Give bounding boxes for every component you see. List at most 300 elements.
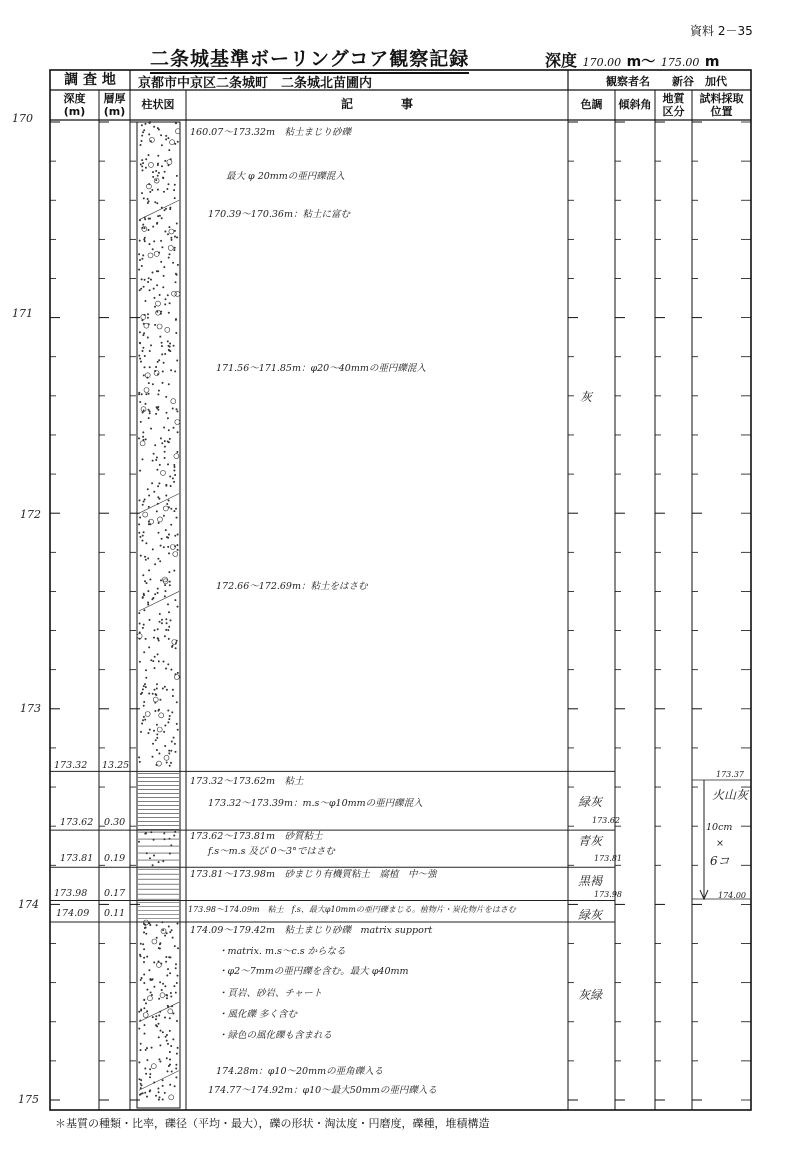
description-entry: 173.32〜173.39m：m.s〜φ10mmの亜円礫混入 xyxy=(208,798,423,809)
gravel-mark xyxy=(169,753,170,754)
gravel-mark xyxy=(169,149,170,150)
gravel-mark xyxy=(173,481,174,482)
depth-tick-label: 175 xyxy=(18,1093,39,1106)
gravel-mark xyxy=(174,249,175,250)
gravel-mark xyxy=(148,417,149,418)
gravel-mark xyxy=(170,1084,171,1085)
fracture-line xyxy=(139,200,179,220)
gravel-mark xyxy=(141,1093,142,1094)
gravel-mark xyxy=(153,839,154,840)
gravel-mark xyxy=(173,1039,174,1040)
gravel-mark xyxy=(158,998,159,999)
gravel-mark xyxy=(161,342,162,343)
sample-header: 試料採取 位置 xyxy=(699,92,744,118)
gravel-mark xyxy=(156,459,157,460)
gravel-mark xyxy=(143,439,144,440)
gravel-mark xyxy=(141,140,142,141)
core-column-pattern xyxy=(137,121,180,1100)
sample-count: 6コ xyxy=(710,854,730,868)
gravel-mark xyxy=(167,1071,168,1072)
gravel-mark xyxy=(166,1040,167,1041)
gravel-mark xyxy=(138,757,139,758)
gravel-mark xyxy=(169,957,170,958)
gravel-mark xyxy=(176,517,177,518)
gravel-mark xyxy=(157,727,162,732)
gravel-mark xyxy=(170,207,171,208)
gravel-mark xyxy=(177,264,178,265)
gravel-mark xyxy=(159,360,160,361)
gravel-mark xyxy=(157,215,158,216)
gravel-mark xyxy=(169,1095,174,1100)
gravel-mark xyxy=(160,1030,161,1031)
gravel-mark xyxy=(164,1017,165,1018)
gravel-mark xyxy=(156,925,157,926)
gravel-mark xyxy=(144,701,145,702)
gravel-mark xyxy=(152,460,153,461)
gravel-mark xyxy=(165,986,166,987)
gravel-mark xyxy=(139,1062,140,1063)
gravel-mark xyxy=(171,741,172,742)
gravel-mark xyxy=(175,992,176,993)
gravel-mark xyxy=(166,485,167,486)
gravel-mark xyxy=(162,983,163,984)
gravel-mark xyxy=(151,1047,152,1048)
gravel-mark xyxy=(153,697,158,702)
gravel-mark xyxy=(148,393,149,394)
gravel-mark xyxy=(168,184,169,185)
gravel-mark xyxy=(152,1016,153,1017)
gravel-mark xyxy=(157,737,158,738)
gravel-mark xyxy=(157,203,158,204)
gravel-mark xyxy=(176,1077,177,1078)
gravel-mark xyxy=(150,191,151,192)
gravel-mark xyxy=(141,125,142,126)
gravel-mark xyxy=(173,737,174,738)
gravel-mark xyxy=(163,731,164,732)
gravel-mark xyxy=(174,510,175,511)
gravel-mark xyxy=(167,975,168,976)
gravel-mark xyxy=(164,584,165,585)
gravel-mark xyxy=(173,189,174,190)
gravel-mark xyxy=(142,227,143,228)
gravel-mark xyxy=(171,399,176,404)
gravel-mark xyxy=(142,258,143,259)
boundary-thickness: 0.11 xyxy=(104,908,126,919)
gravel-mark xyxy=(174,945,175,946)
gravel-mark xyxy=(145,1073,146,1074)
gravel-mark xyxy=(168,349,169,350)
gravel-mark xyxy=(152,189,153,190)
gravel-mark xyxy=(144,241,145,242)
gravel-mark xyxy=(175,273,176,274)
gravel-mark xyxy=(149,183,150,184)
gravel-mark xyxy=(143,957,144,958)
gravel-mark xyxy=(142,170,143,171)
gravel-mark xyxy=(149,162,154,167)
gravel-mark xyxy=(162,1032,163,1033)
gravel-mark xyxy=(159,1059,160,1060)
gravel-mark xyxy=(142,689,143,690)
gravel-mark xyxy=(139,532,140,533)
gravel-mark xyxy=(160,943,161,944)
gravel-mark xyxy=(164,457,165,458)
color-depth: 173.81 xyxy=(594,854,622,863)
gravel-mark xyxy=(160,699,161,700)
gravel-mark xyxy=(144,323,149,328)
gravel-mark xyxy=(146,677,147,678)
gravel-mark xyxy=(155,740,156,741)
gravel-mark xyxy=(155,710,156,711)
gravel-mark xyxy=(174,675,179,680)
gravel-mark xyxy=(164,833,165,834)
gravel-mark xyxy=(148,558,149,559)
gravel-mark xyxy=(175,508,176,509)
gravel-mark xyxy=(147,1059,148,1060)
gravel-mark xyxy=(145,300,146,301)
gravel-mark xyxy=(169,1059,170,1060)
gravel-mark xyxy=(158,129,159,130)
gravel-mark xyxy=(157,189,158,190)
gravel-mark xyxy=(167,295,168,296)
gravel-mark xyxy=(176,702,177,703)
gravel-mark xyxy=(160,993,165,998)
gravel-mark xyxy=(176,409,177,410)
gravel-mark xyxy=(146,543,147,544)
gravel-mark xyxy=(140,1049,141,1050)
gravel-mark xyxy=(143,685,144,686)
gravel-mark xyxy=(149,243,150,244)
gravel-mark xyxy=(157,127,158,128)
gravel-mark xyxy=(144,355,145,356)
gravel-mark xyxy=(149,1091,150,1092)
gravel-mark xyxy=(148,278,149,279)
gravel-mark xyxy=(163,287,164,288)
gravel-mark xyxy=(161,345,162,346)
gravel-mark xyxy=(148,154,149,155)
gravel-mark xyxy=(143,532,144,533)
gravel-mark xyxy=(166,495,167,496)
description-entry: ・緑色の風化礫も含まれる xyxy=(218,1030,333,1041)
gravel-mark xyxy=(143,224,144,225)
gravel-mark xyxy=(170,992,171,993)
gravel-mark xyxy=(158,1099,159,1100)
gravel-mark xyxy=(177,672,178,673)
gravel-mark xyxy=(169,715,170,716)
gravel-mark xyxy=(165,725,166,726)
description-entry: 171.56〜171.85m：φ20〜40mmの亜円礫混入 xyxy=(216,363,426,374)
gravel-mark xyxy=(158,1088,159,1089)
gravel-mark xyxy=(142,320,143,321)
gravel-mark xyxy=(171,750,172,751)
gravel-mark xyxy=(149,290,150,291)
gravel-mark xyxy=(156,937,157,938)
gravel-mark xyxy=(174,1086,175,1087)
gravel-mark xyxy=(149,218,150,219)
gravel-mark xyxy=(140,1010,141,1011)
gravel-mark xyxy=(171,239,172,240)
gravel-mark xyxy=(174,474,175,475)
depth-header: 深度 (m) xyxy=(63,92,86,118)
gravel-mark xyxy=(143,410,144,411)
gravel-mark xyxy=(168,612,169,613)
gravel-mark xyxy=(148,201,149,202)
gravel-mark xyxy=(143,932,144,933)
gravel-mark xyxy=(169,718,170,719)
gravel-mark xyxy=(169,226,170,227)
gravel-mark xyxy=(149,413,150,414)
sample-label: 火山灰 xyxy=(712,788,749,802)
gravel-mark xyxy=(157,469,158,470)
gravel-mark xyxy=(170,762,171,763)
gravel-mark xyxy=(142,135,143,136)
gravel-mark xyxy=(146,582,147,583)
gravel-mark xyxy=(154,962,155,963)
gravel-mark xyxy=(143,944,144,945)
gravel-mark xyxy=(164,839,165,840)
gravel-mark xyxy=(158,1037,159,1038)
gravel-mark xyxy=(167,234,168,235)
gravel-mark xyxy=(164,440,165,441)
gravel-mark xyxy=(172,640,177,645)
gravel-mark xyxy=(159,464,160,465)
gravel-mark xyxy=(143,334,144,335)
depth-unit: m xyxy=(704,54,720,70)
gravel-mark xyxy=(176,237,177,238)
gravel-mark xyxy=(168,312,169,313)
gravel-mark xyxy=(147,202,148,203)
gravel-mark xyxy=(152,693,153,694)
gravel-mark xyxy=(139,623,140,624)
color-depth: 173.98 xyxy=(594,890,622,899)
gravel-mark xyxy=(176,223,177,224)
gravel-mark xyxy=(148,229,149,230)
gravel-mark xyxy=(150,924,151,925)
gravel-mark xyxy=(149,1069,150,1070)
gravel-mark xyxy=(151,660,152,661)
gravel-mark xyxy=(158,961,159,962)
gravel-mark xyxy=(167,604,168,605)
gravel-mark xyxy=(172,689,173,690)
gravel-mark xyxy=(144,982,145,983)
gravel-mark xyxy=(162,371,163,372)
gravel-mark xyxy=(171,669,172,670)
gravel-mark xyxy=(145,219,146,220)
gravel-mark xyxy=(158,558,159,559)
sample-top-depth: 173.37 xyxy=(716,770,744,779)
description-entry: 174.09〜179.42m 粘土まじり砂礫 matrix support xyxy=(190,925,433,936)
gravel-mark xyxy=(175,648,176,649)
gravel-mark xyxy=(159,483,160,484)
gravel-mark xyxy=(154,491,155,492)
gravel-mark xyxy=(156,511,157,512)
gravel-mark xyxy=(158,497,159,498)
gravel-mark xyxy=(145,1092,146,1093)
gravel-mark xyxy=(163,362,164,363)
gravel-mark xyxy=(164,266,165,267)
gravel-mark xyxy=(167,968,168,969)
gravel-mark xyxy=(144,227,145,228)
gravel-mark xyxy=(162,443,163,444)
sample-size: 10cm xyxy=(706,822,733,833)
gravel-mark xyxy=(163,515,164,516)
gravel-mark xyxy=(160,561,161,562)
gravel-mark xyxy=(148,382,149,383)
gravel-mark xyxy=(140,536,141,537)
gravel-mark xyxy=(150,979,151,980)
gravel-mark xyxy=(170,620,171,621)
gravel-mark xyxy=(142,504,143,505)
gravel-mark xyxy=(145,403,146,404)
gravel-mark xyxy=(156,457,157,458)
gravel-mark xyxy=(162,382,163,383)
gravel-mark xyxy=(143,1013,148,1018)
gravel-mark xyxy=(143,286,144,287)
gravel-mark xyxy=(166,994,167,995)
gravel-mark xyxy=(175,143,176,144)
gravel-mark xyxy=(147,996,152,1001)
gravel-mark xyxy=(157,164,158,165)
boundary-thickness: 0.17 xyxy=(104,888,126,899)
gravel-mark xyxy=(170,931,171,932)
gravel-mark xyxy=(152,865,153,866)
gravel-mark xyxy=(139,343,140,344)
color-header: 色調 xyxy=(580,98,603,111)
gravel-mark xyxy=(160,336,161,337)
gravel-mark xyxy=(169,1018,170,1019)
depth-tick-label: 171 xyxy=(12,307,33,320)
gravel-mark xyxy=(144,1024,145,1025)
gravel-mark xyxy=(152,249,153,250)
description-entry: ・matrix. m.s〜c.s からなる xyxy=(218,946,346,957)
gravel-mark xyxy=(150,992,151,993)
gravel-mark xyxy=(147,956,148,957)
gravel-mark xyxy=(147,314,148,315)
gravel-mark xyxy=(144,1008,145,1009)
gravel-mark xyxy=(168,1065,169,1066)
gravel-mark xyxy=(148,590,149,591)
description-entry: 174.28m：φ10〜20mmの亜角礫入る xyxy=(216,1066,384,1077)
gravel-mark xyxy=(159,982,160,983)
gravel-mark xyxy=(159,215,160,216)
gravel-mark xyxy=(160,240,161,241)
gravel-mark xyxy=(157,361,158,362)
gravel-mark xyxy=(142,162,143,163)
gravel-mark xyxy=(153,226,154,227)
gravel-mark xyxy=(142,535,143,536)
color-value: 灰緑 xyxy=(578,988,603,1002)
gravel-mark xyxy=(140,1083,141,1084)
gravel-mark xyxy=(163,577,168,582)
gravel-mark xyxy=(155,366,156,367)
gravel-mark xyxy=(141,977,142,978)
gravel-mark xyxy=(147,281,148,282)
sample-bottom-depth: 174.00 xyxy=(718,891,746,900)
gravel-mark xyxy=(138,394,139,395)
gravel-mark xyxy=(166,689,167,690)
footnote: ＊基質の種類・比率，礫径（平均・最大），礫の形状・淘汰度・円磨度，礫種，堆積構造 xyxy=(55,1117,490,1130)
gravel-mark xyxy=(154,297,155,298)
gravel-mark xyxy=(148,506,149,507)
gravel-mark xyxy=(177,411,178,412)
gravel-mark xyxy=(149,411,150,412)
gravel-mark xyxy=(149,1077,150,1078)
gravel-mark xyxy=(139,470,140,471)
gravel-mark xyxy=(170,350,171,351)
gravel-mark xyxy=(164,446,165,447)
gravel-mark xyxy=(174,236,175,237)
gravel-mark xyxy=(158,390,159,391)
gravel-mark xyxy=(175,420,180,425)
gravel-mark xyxy=(146,1011,147,1012)
gravel-mark xyxy=(142,159,143,160)
gravel-mark xyxy=(162,1085,163,1086)
gravel-mark xyxy=(143,255,144,256)
gravel-mark xyxy=(156,301,161,306)
gravel-mark xyxy=(139,240,140,241)
gravel-mark xyxy=(140,555,141,556)
gravel-mark xyxy=(158,861,159,862)
observer-label: 観察者名 xyxy=(606,75,650,88)
gravel-mark xyxy=(139,1079,140,1080)
gravel-mark xyxy=(154,564,155,565)
depth-to: 175.00 xyxy=(660,56,700,69)
gravel-mark xyxy=(144,499,145,500)
gravel-mark xyxy=(167,503,168,504)
gravel-mark xyxy=(164,686,165,687)
gravel-mark xyxy=(163,547,164,548)
gravel-mark xyxy=(165,304,166,305)
gravel-mark xyxy=(156,1026,157,1027)
gravel-mark xyxy=(148,253,153,258)
gravel-mark xyxy=(175,371,176,372)
gravel-mark xyxy=(146,159,147,160)
gravel-mark xyxy=(166,1034,167,1035)
gravel-mark xyxy=(169,571,170,572)
gravel-mark xyxy=(171,1045,172,1046)
gravel-mark xyxy=(173,552,178,557)
description-entry: ・φ2〜7mmの亜円礫を含む。最大 φ40mm xyxy=(218,966,409,977)
gravel-mark xyxy=(139,612,140,613)
gravel-mark xyxy=(158,409,159,410)
gravel-mark xyxy=(139,259,140,260)
gravel-mark xyxy=(166,629,167,630)
gravel-mark xyxy=(162,688,163,689)
gravel-mark xyxy=(168,1009,173,1014)
gravel-mark xyxy=(156,310,161,315)
gravel-mark xyxy=(165,160,166,161)
depth-tick-label: 173 xyxy=(20,702,41,715)
gravel-mark xyxy=(172,408,173,409)
depth-ticks xyxy=(50,122,751,1100)
gravel-mark xyxy=(174,470,175,471)
gravel-mark xyxy=(148,732,149,733)
gravel-mark xyxy=(145,439,146,440)
gravel-mark xyxy=(177,451,178,452)
gravel-mark xyxy=(167,160,172,165)
gravel-mark xyxy=(165,208,166,209)
gravel-mark xyxy=(172,937,173,938)
gravel-mark xyxy=(154,371,159,376)
gravel-mark xyxy=(158,532,159,533)
gravel-mark xyxy=(149,923,150,924)
gravel-mark xyxy=(152,549,153,550)
gravel-mark xyxy=(168,507,169,508)
gravel-mark xyxy=(156,1016,157,1017)
gravel-mark xyxy=(159,1097,160,1098)
gravel-mark xyxy=(165,299,166,300)
gravel-mark xyxy=(149,137,154,142)
description-entry: 173.81〜173.98m 砂まじり有機質粘土 腐植 中〜強 xyxy=(190,869,437,880)
